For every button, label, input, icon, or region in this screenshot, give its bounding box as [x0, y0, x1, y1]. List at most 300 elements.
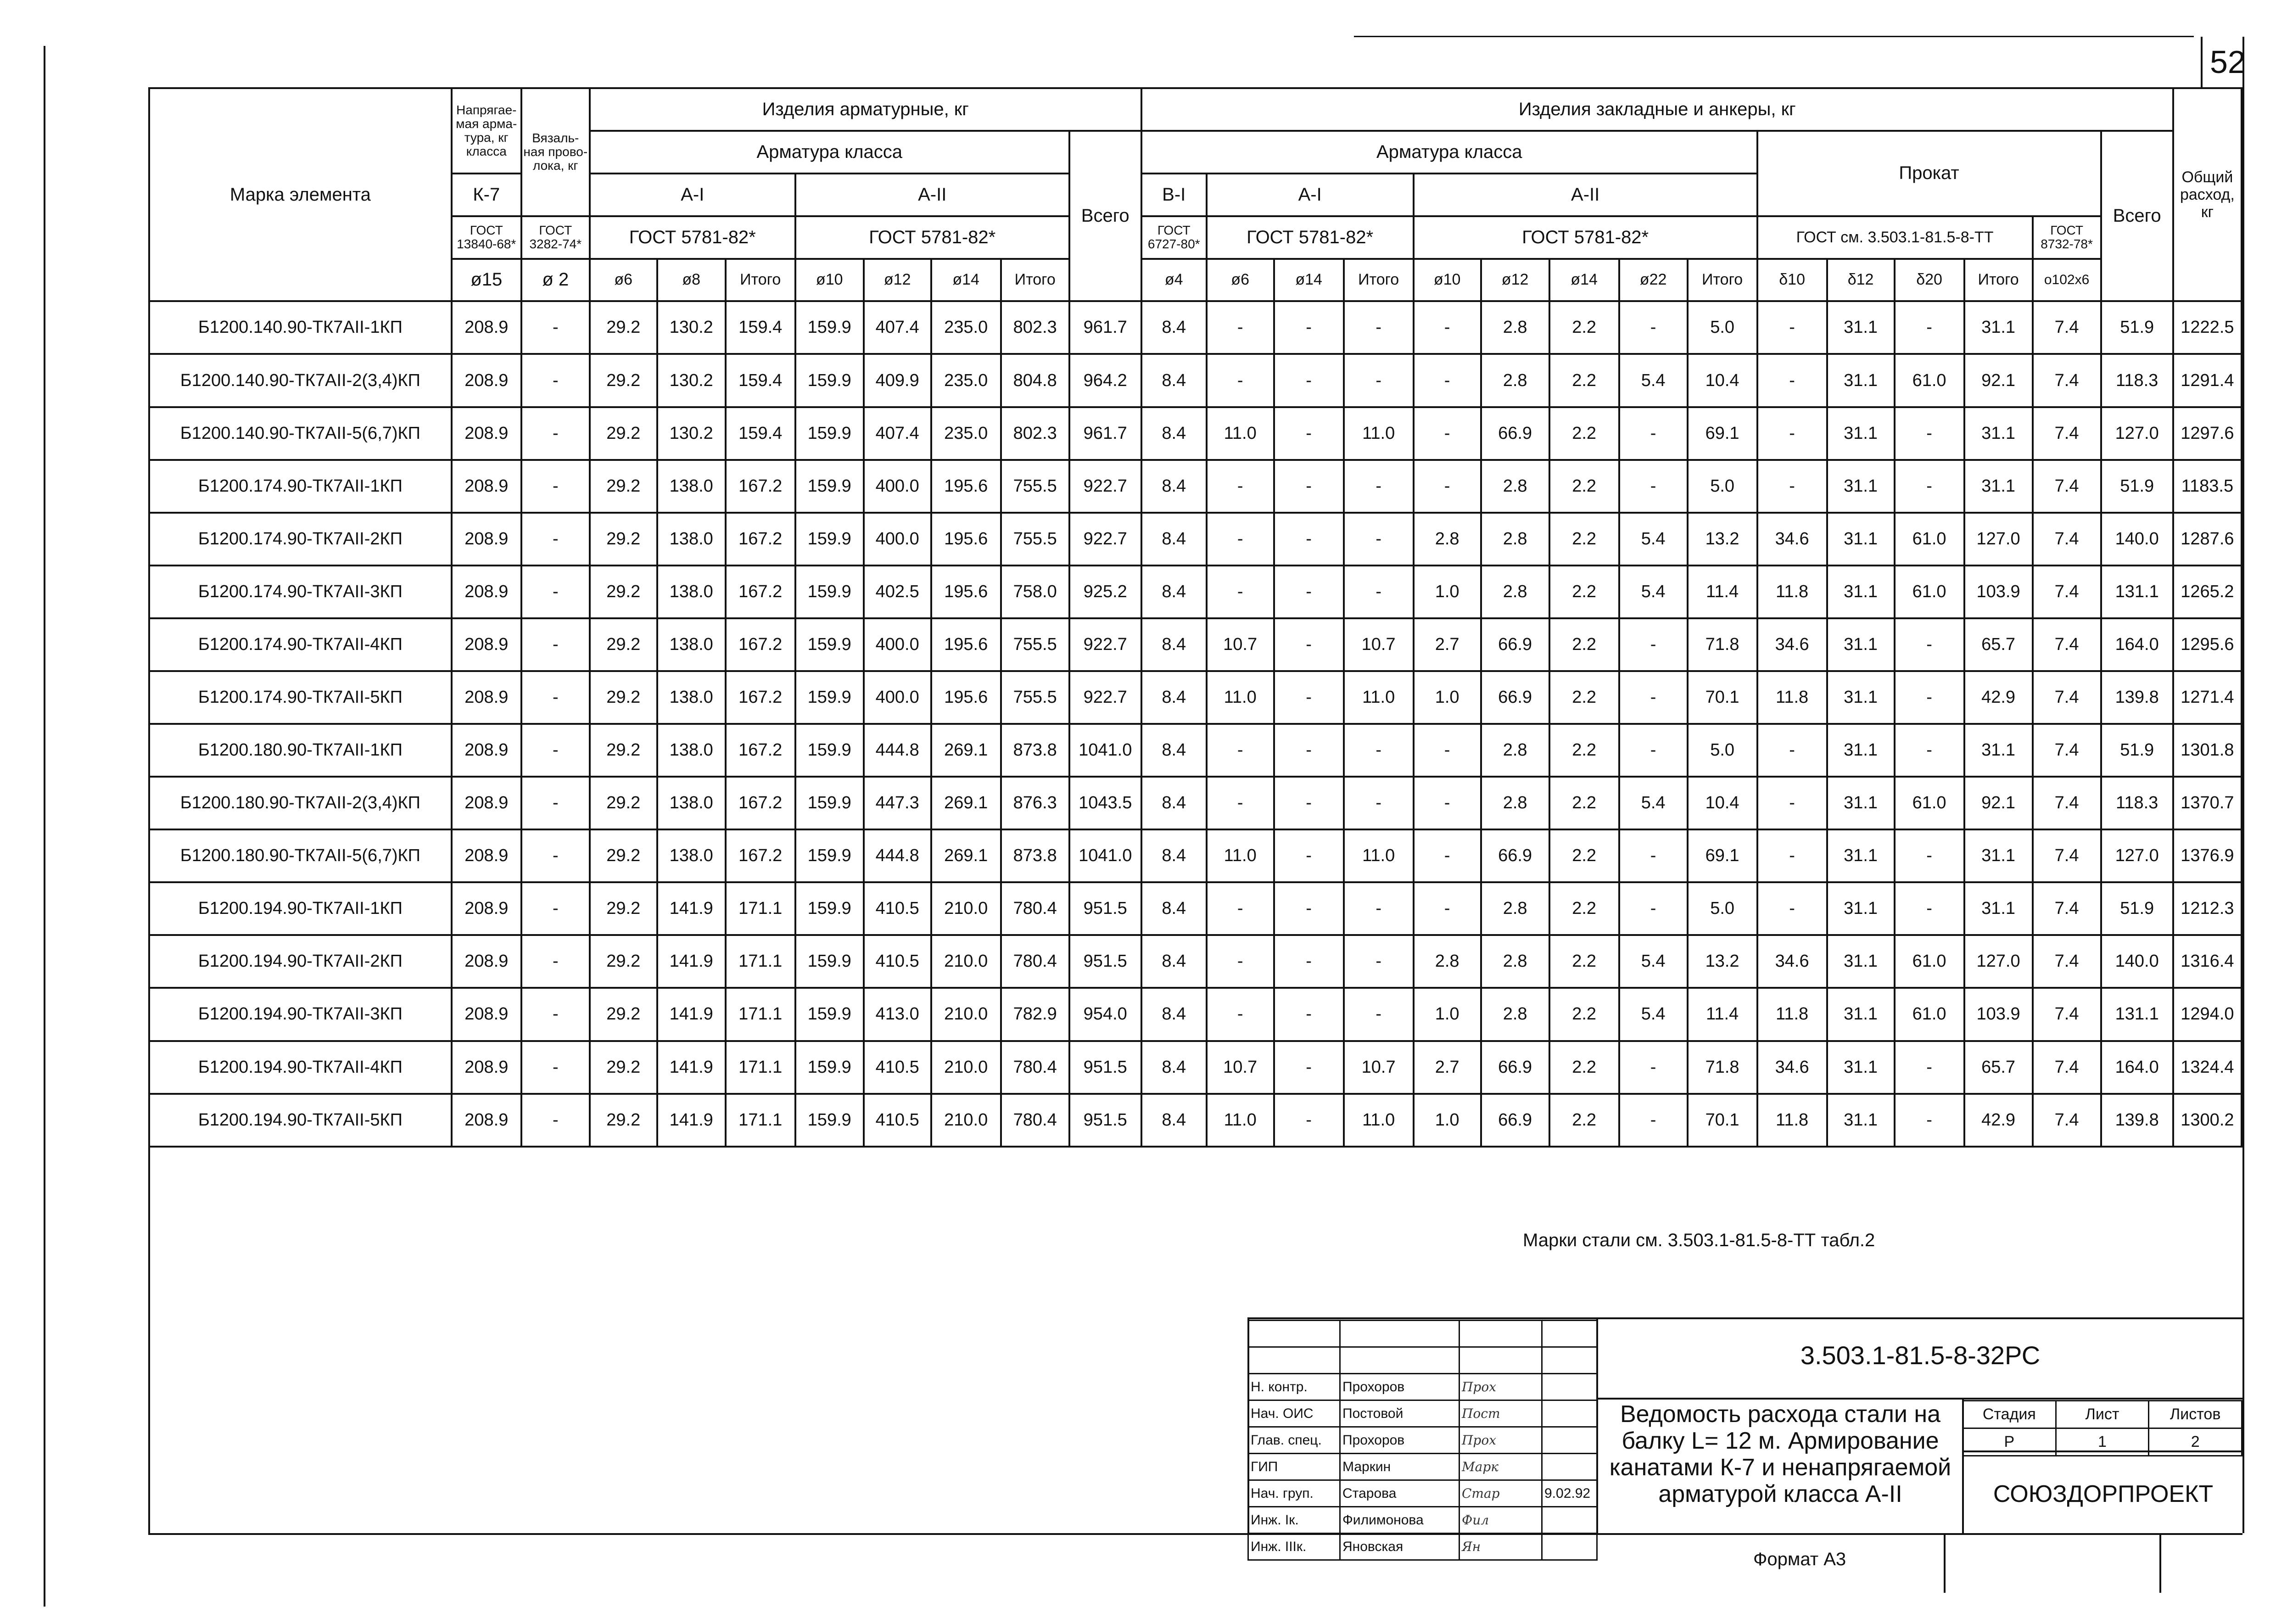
table-cell: 2.2: [1549, 566, 1619, 618]
table-cell: 127.0: [2101, 407, 2173, 460]
frame-right-line: [2242, 37, 2244, 1533]
header-total-2: Всего: [2101, 131, 2173, 302]
header-d2: ø 2: [521, 259, 590, 302]
table-cell: 961.7: [1069, 301, 1141, 354]
table-cell: -: [1757, 460, 1827, 513]
table-cell: 31.1: [1964, 301, 2033, 354]
table-cell: 873.8: [1001, 724, 1069, 777]
table-cell: 29.2: [590, 566, 657, 618]
table-cell: 7.4: [2033, 513, 2101, 566]
table-cell: 755.5: [1001, 460, 1069, 513]
table-cell: 159.9: [795, 301, 864, 354]
table-cell: 131.1: [2101, 566, 2173, 618]
table-cell: 195.6: [931, 460, 1001, 513]
table-cell: 10.7: [1207, 618, 1274, 671]
table-cell: 2.2: [1549, 829, 1619, 882]
table-cell: 31.1: [1964, 407, 2033, 460]
col-rebar: ø8: [657, 259, 726, 302]
table-cell: 11.0: [1207, 407, 1274, 460]
table-cell: 208.9: [452, 460, 521, 513]
table-cell: 410.5: [864, 882, 931, 935]
table-cell: 171.1: [726, 1041, 795, 1094]
header-a2-b: A-II: [1414, 174, 1757, 216]
table-cell: 1316.4: [2173, 935, 2242, 988]
table-cell: 2.7: [1414, 1041, 1481, 1094]
table-cell: 65.7: [1964, 618, 2033, 671]
table-cell: 755.5: [1001, 618, 1069, 671]
element-mark: Б1200.180.90-ТК7АII-5(6,7)КП: [149, 829, 452, 882]
table-cell: -: [1414, 301, 1481, 354]
table-cell: -: [1207, 724, 1274, 777]
table-cell: 208.9: [452, 882, 521, 935]
table-cell: 1.0: [1414, 1094, 1481, 1147]
table-cell: -: [521, 301, 590, 354]
table-cell: -: [1207, 566, 1274, 618]
table-cell: 10.7: [1344, 1041, 1414, 1094]
table-cell: 208.9: [452, 301, 521, 354]
table-cell: 780.4: [1001, 1094, 1069, 1147]
table-cell: 8.4: [1141, 671, 1207, 724]
table-cell: 5.4: [1619, 988, 1688, 1041]
signer-name: Старова: [1340, 1480, 1459, 1507]
table-cell: 11.8: [1757, 671, 1827, 724]
steel-grade-note: Марки стали см. 3.503.1-81.5-8-ТТ табл.2: [1523, 1230, 1875, 1250]
table-cell: 159.9: [795, 460, 864, 513]
col-emb: ø14: [1274, 259, 1344, 302]
element-mark: Б1200.174.90-ТК7АII-5КП: [149, 671, 452, 724]
signer-role: Нач. ОИС: [1248, 1400, 1340, 1427]
table-cell: 876.3: [1001, 777, 1069, 829]
table-cell: 11.0: [1344, 671, 1414, 724]
table-cell: 29.2: [590, 777, 657, 829]
table-cell: 210.0: [931, 1041, 1001, 1094]
table-cell: 925.2: [1069, 566, 1141, 618]
table-cell: 2.2: [1549, 354, 1619, 407]
col-emb: δ10: [1757, 259, 1827, 302]
table-cell: 8.4: [1141, 513, 1207, 566]
table-cell: 402.5: [864, 566, 931, 618]
table-cell: 66.9: [1481, 618, 1549, 671]
table-cell: 1291.4: [2173, 354, 2242, 407]
table-row: [149, 407, 2242, 460]
signature: Прох: [1459, 1374, 1542, 1400]
table-cell: 208.9: [452, 618, 521, 671]
table-cell: 5.4: [1619, 513, 1688, 566]
table-cell: -: [1619, 829, 1688, 882]
sheet-label: Лист: [2056, 1401, 2149, 1428]
sheets-value: 2: [2149, 1428, 2242, 1456]
table-cell: 11.8: [1757, 988, 1827, 1041]
table-cell: 11.4: [1688, 988, 1757, 1041]
table-cell: 61.0: [1895, 777, 1964, 829]
table-cell: 208.9: [452, 1094, 521, 1147]
table-cell: -: [1274, 354, 1344, 407]
table-cell: 164.0: [2101, 618, 2173, 671]
table-row: [149, 724, 2242, 777]
header-mark: Марка элемента: [149, 88, 452, 301]
element-mark: Б1200.194.90-ТК7АII-5КП: [149, 1094, 452, 1147]
element-mark: Б1200.140.90-ТК7АII-1КП: [149, 301, 452, 354]
table-row: [149, 460, 2242, 513]
table-cell: 8.4: [1141, 988, 1207, 1041]
table-cell: 2.8: [1414, 513, 1481, 566]
table-cell: 159.9: [795, 566, 864, 618]
sign-date: [1542, 1507, 1597, 1534]
element-mark: Б1200.180.90-ТК7АII-1КП: [149, 724, 452, 777]
table-cell: 92.1: [1964, 354, 2033, 407]
table-cell: 159.4: [726, 407, 795, 460]
table-cell: 1.0: [1414, 988, 1481, 1041]
table-cell: -: [1619, 407, 1688, 460]
table-cell: -: [1414, 882, 1481, 935]
table-cell: 210.0: [931, 935, 1001, 988]
table-cell: 171.1: [726, 882, 795, 935]
table-cell: -: [1344, 513, 1414, 566]
table-row: [149, 618, 2242, 671]
signer-row: [1248, 1374, 1597, 1400]
table-cell: 159.9: [795, 1094, 864, 1147]
table-cell: 140.0: [2101, 513, 2173, 566]
table-cell: -: [1414, 777, 1481, 829]
table-cell: 235.0: [931, 354, 1001, 407]
table-cell: -: [1619, 1041, 1688, 1094]
table-cell: -: [521, 777, 590, 829]
table-cell: -: [1757, 354, 1827, 407]
table-cell: -: [1895, 671, 1964, 724]
table-cell: 210.0: [931, 988, 1001, 1041]
table-cell: 66.9: [1481, 829, 1549, 882]
stage-sheet-table: [1962, 1400, 2242, 1456]
table-cell: 159.9: [795, 724, 864, 777]
signer-name: Прохоров: [1340, 1374, 1459, 1400]
table-cell: -: [1344, 882, 1414, 935]
table-cell: 141.9: [657, 988, 726, 1041]
table-cell: 2.8: [1414, 935, 1481, 988]
table-cell: -: [1619, 671, 1688, 724]
table-cell: 195.6: [931, 513, 1001, 566]
header-a2: A-II: [795, 174, 1069, 216]
col-emb: ø6: [1207, 259, 1274, 302]
col-rebar: ø14: [931, 259, 1001, 302]
table-cell: -: [1895, 301, 1964, 354]
table-cell: -: [1274, 724, 1344, 777]
sign-date: [1542, 1374, 1597, 1400]
table-cell: 7.4: [2033, 988, 2101, 1041]
signature: Пост: [1459, 1400, 1542, 1427]
table-cell: 138.0: [657, 460, 726, 513]
col-emb: Итого: [1964, 259, 2033, 302]
table-cell: -: [521, 829, 590, 882]
table-cell: -: [1344, 460, 1414, 513]
table-cell: 2.2: [1549, 671, 1619, 724]
table-cell: 2.2: [1549, 618, 1619, 671]
table-cell: 802.3: [1001, 301, 1069, 354]
table-cell: 5.4: [1619, 566, 1688, 618]
table-cell: 8.4: [1141, 354, 1207, 407]
col-emb: ø22: [1619, 259, 1688, 302]
table-cell: 195.6: [931, 618, 1001, 671]
table-cell: -: [1344, 935, 1414, 988]
element-mark: Б1200.174.90-ТК7АII-3КП: [149, 566, 452, 618]
table-cell: -: [1895, 829, 1964, 882]
table-cell: -: [1619, 301, 1688, 354]
table-cell: 29.2: [590, 935, 657, 988]
table-cell: 11.0: [1344, 829, 1414, 882]
sheets-label: Листов: [2149, 1401, 2242, 1428]
table-cell: 5.0: [1688, 882, 1757, 935]
table-cell: 1271.4: [2173, 671, 2242, 724]
table-cell: 127.0: [2101, 829, 2173, 882]
table-cell: 65.7: [1964, 1041, 2033, 1094]
table-cell: 208.9: [452, 829, 521, 882]
table-cell: 961.7: [1069, 407, 1141, 460]
table-cell: -: [1619, 460, 1688, 513]
table-row: [149, 829, 2242, 882]
table-row: [149, 935, 2242, 988]
signature: Фил: [1459, 1507, 1542, 1534]
sign-date: [1542, 1454, 1597, 1480]
table-cell: 407.4: [864, 301, 931, 354]
table-cell: 7.4: [2033, 935, 2101, 988]
table-cell: 2.8: [1481, 301, 1549, 354]
table-cell: -: [1207, 882, 1274, 935]
table-cell: 8.4: [1141, 882, 1207, 935]
table-cell: 159.9: [795, 777, 864, 829]
table-cell: -: [1207, 301, 1274, 354]
table-cell: 69.1: [1688, 407, 1757, 460]
table-cell: 7.4: [2033, 1041, 2101, 1094]
table-cell: 159.9: [795, 935, 864, 988]
table-cell: 1297.6: [2173, 407, 2242, 460]
table-cell: 400.0: [864, 618, 931, 671]
element-mark: Б1200.174.90-ТК7АII-4КП: [149, 618, 452, 671]
table-cell: -: [1207, 354, 1274, 407]
table-cell: 29.2: [590, 882, 657, 935]
table-cell: 131.1: [2101, 988, 2173, 1041]
table-cell: 755.5: [1001, 671, 1069, 724]
table-cell: -: [1619, 1094, 1688, 1147]
signer-role: Глав. спец.: [1248, 1427, 1340, 1454]
col-rebar: Итого: [1001, 259, 1069, 302]
table-cell: 922.7: [1069, 671, 1141, 724]
table-cell: -: [1414, 724, 1481, 777]
title-block-signatures: [1247, 1320, 1598, 1561]
table-cell: 34.6: [1757, 1041, 1827, 1094]
table-cell: 269.1: [931, 724, 1001, 777]
table-cell: -: [1895, 724, 1964, 777]
table-cell: -: [1757, 407, 1827, 460]
table-cell: 167.2: [726, 829, 795, 882]
table-cell: -: [1274, 1041, 1344, 1094]
table-cell: -: [1619, 724, 1688, 777]
table-cell: 8.4: [1141, 1041, 1207, 1094]
signer-row: [1248, 1400, 1597, 1427]
table-cell: 269.1: [931, 777, 1001, 829]
table-cell: -: [1344, 566, 1414, 618]
table-cell: 140.0: [2101, 935, 2173, 988]
stage-label: Стадия: [1963, 1401, 2056, 1428]
header-gost-wire: ГОСТ 3282-74*: [521, 216, 590, 259]
table-cell: -: [1757, 724, 1827, 777]
table-cell: 71.8: [1688, 1041, 1757, 1094]
table-cell: 8.4: [1141, 1094, 1207, 1147]
table-cell: 1295.6: [2173, 618, 2242, 671]
header-gost-5781-d: ГОСТ 5781-82*: [1414, 216, 1757, 259]
table-cell: 444.8: [864, 829, 931, 882]
table-cell: 210.0: [931, 1094, 1001, 1147]
table-cell: 1287.6: [2173, 513, 2242, 566]
signer-role: Инж. IIIк.: [1248, 1534, 1340, 1560]
table-cell: 51.9: [2101, 882, 2173, 935]
table-cell: -: [1895, 1041, 1964, 1094]
table-cell: 11.8: [1757, 566, 1827, 618]
table-cell: 130.2: [657, 354, 726, 407]
header-gost-8732: ГОСТ 8732-78*: [2033, 216, 2101, 259]
signer-name: Маркин: [1340, 1454, 1459, 1480]
table-cell: 141.9: [657, 882, 726, 935]
table-cell: 11.0: [1207, 829, 1274, 882]
table-cell: -: [1895, 882, 1964, 935]
table-cell: 138.0: [657, 618, 726, 671]
frame-top-line: [1354, 36, 2194, 37]
table-cell: -: [1207, 935, 1274, 988]
table-cell: 11.8: [1757, 1094, 1827, 1147]
table-cell: 8.4: [1141, 407, 1207, 460]
table-cell: 1.0: [1414, 566, 1481, 618]
table-cell: 2.2: [1549, 882, 1619, 935]
table-cell: 235.0: [931, 407, 1001, 460]
table-cell: 10.4: [1688, 354, 1757, 407]
table-cell: 7.4: [2033, 671, 2101, 724]
table-cell: 2.8: [1481, 460, 1549, 513]
table-cell: 2.2: [1549, 1041, 1619, 1094]
table-cell: 951.5: [1069, 882, 1141, 935]
table-cell: 1370.7: [2173, 777, 2242, 829]
element-mark: Б1200.194.90-ТК7АII-1КП: [149, 882, 452, 935]
table-cell: 167.2: [726, 566, 795, 618]
table-cell: 780.4: [1001, 882, 1069, 935]
sheet-number: 52: [2210, 44, 2246, 80]
table-cell: 1041.0: [1069, 724, 1141, 777]
header-rolled: Прокат: [1757, 131, 2101, 216]
table-cell: 195.6: [931, 671, 1001, 724]
table-cell: 1222.5: [2173, 301, 2242, 354]
element-mark: Б1200.174.90-ТК7АII-2КП: [149, 513, 452, 566]
table-cell: 31.1: [1827, 935, 1895, 988]
table-cell: -: [521, 671, 590, 724]
table-cell: 2.8: [1481, 882, 1549, 935]
table-cell: 5.4: [1619, 935, 1688, 988]
table-cell: 409.9: [864, 354, 931, 407]
table-cell: 138.0: [657, 829, 726, 882]
table-cell: 31.1: [1827, 513, 1895, 566]
table-cell: 159.9: [795, 988, 864, 1041]
table-cell: -: [1207, 460, 1274, 513]
table-cell: 10.7: [1344, 618, 1414, 671]
table-cell: 66.9: [1481, 1041, 1549, 1094]
table-cell: -: [521, 1094, 590, 1147]
table-cell: 29.2: [590, 724, 657, 777]
table-cell: 2.2: [1549, 460, 1619, 513]
table-cell: 31.1: [1827, 671, 1895, 724]
signer-name: Филимонова: [1340, 1507, 1459, 1534]
table-cell: 922.7: [1069, 460, 1141, 513]
col-emb: ø4: [1141, 259, 1207, 302]
table-cell: -: [1414, 829, 1481, 882]
col-rebar: ø10: [795, 259, 864, 302]
table-cell: 195.6: [931, 566, 1001, 618]
table-cell: 31.1: [1827, 618, 1895, 671]
table-cell: 1300.2: [2173, 1094, 2242, 1147]
table-cell: 42.9: [1964, 1094, 2033, 1147]
table-cell: 758.0: [1001, 566, 1069, 618]
table-cell: 31.1: [1964, 829, 2033, 882]
table-cell: 159.9: [795, 829, 864, 882]
table-cell: -: [1274, 671, 1344, 724]
table-cell: 167.2: [726, 671, 795, 724]
table-cell: 71.8: [1688, 618, 1757, 671]
table-cell: 5.0: [1688, 460, 1757, 513]
table-cell: 31.1: [1827, 829, 1895, 882]
element-mark: Б1200.174.90-ТК7АII-1КП: [149, 460, 452, 513]
table-cell: 782.9: [1001, 988, 1069, 1041]
table-cell: 31.1: [1827, 354, 1895, 407]
table-cell: 413.0: [864, 988, 931, 1041]
table-cell: 10.7: [1207, 1041, 1274, 1094]
table-cell: 1376.9: [2173, 829, 2242, 882]
table-cell: -: [1344, 724, 1414, 777]
element-mark: Б1200.180.90-ТК7АII-2(3,4)КП: [149, 777, 452, 829]
tb-top-line: [1247, 1317, 2242, 1319]
left-margin-line: [44, 46, 45, 1607]
table-cell: -: [521, 618, 590, 671]
header-a1: A-I: [590, 174, 795, 216]
table-cell: 8.4: [1141, 301, 1207, 354]
table-cell: -: [521, 1041, 590, 1094]
signer-row: [1248, 1534, 1597, 1560]
table-cell: 1301.8: [2173, 724, 2242, 777]
table-cell: 2.7: [1414, 618, 1481, 671]
table-cell: 2.2: [1549, 407, 1619, 460]
table-cell: 70.1: [1688, 671, 1757, 724]
table-cell: 61.0: [1895, 354, 1964, 407]
table-cell: 138.0: [657, 513, 726, 566]
table-cell: 7.4: [2033, 882, 2101, 935]
table-cell: -: [521, 513, 590, 566]
header-k7: К-7: [452, 174, 521, 216]
table-cell: -: [1274, 829, 1344, 882]
table-cell: 410.5: [864, 1094, 931, 1147]
table-cell: 1.0: [1414, 671, 1481, 724]
table-cell: 804.8: [1001, 354, 1069, 407]
table-cell: 2.8: [1481, 513, 1549, 566]
table-cell: 31.1: [1827, 882, 1895, 935]
table-cell: 171.1: [726, 988, 795, 1041]
table-cell: 208.9: [452, 1041, 521, 1094]
table-cell: 2.8: [1481, 777, 1549, 829]
table-cell: 447.3: [864, 777, 931, 829]
signer-row: [1248, 1454, 1597, 1480]
table-cell: 127.0: [1964, 513, 2033, 566]
sign-date: [1542, 1427, 1597, 1454]
org-top-line: [1962, 1450, 2242, 1452]
table-cell: 13.2: [1688, 513, 1757, 566]
table-cell: -: [1274, 566, 1344, 618]
table-cell: 13.2: [1688, 935, 1757, 988]
table-cell: 159.9: [795, 407, 864, 460]
table-cell: 159.9: [795, 513, 864, 566]
table-cell: 208.9: [452, 671, 521, 724]
